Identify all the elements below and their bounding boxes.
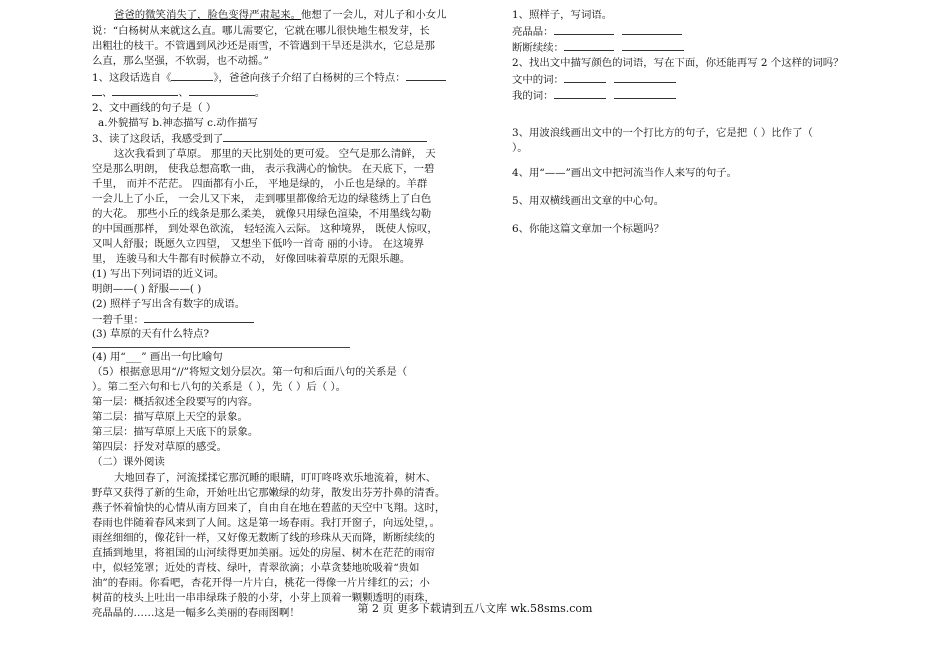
reading-line: 大地回春了，河流揉揉它那沉睡的眼睛，叮叮咚咚欢乐地流着，树木、 bbox=[114, 472, 437, 484]
right-question-3-end: ）。 bbox=[512, 142, 528, 154]
book-title-blank[interactable] bbox=[171, 70, 213, 81]
question-3 bbox=[92, 131, 427, 145]
feature-2-blank[interactable] bbox=[112, 85, 178, 96]
layer-line: 第二层：描写草原上天空的景象。 bbox=[92, 411, 248, 423]
passage-line: 千里， 而并不茫茫。 四面都有小丘， 平地是绿的， 小丘也是绿的。羊群 bbox=[92, 178, 428, 190]
reading-line: 中，似轻笼罩；近处的青枝、绿叶，青翠欲滴；小草贪婪地吮吸着“贵如 bbox=[92, 562, 420, 574]
question-2: 2、文中画线的句子是（ ） bbox=[92, 102, 217, 114]
question-1 bbox=[92, 70, 446, 84]
layer-line: 第四层：抒发对草原的感受。 bbox=[92, 441, 228, 453]
my-word-blank[interactable] bbox=[614, 88, 676, 99]
sub-question-2: (2) 照样子写出含有数字的成语。 bbox=[92, 298, 246, 310]
period: 。 bbox=[254, 87, 266, 99]
page-footer: 第 2 页 更多下载请到五八文库 wk.58sms.com bbox=[357, 602, 593, 615]
question-1-continued bbox=[92, 85, 265, 99]
question-2-options: a.外貌描写 b.神态描写 c.动作描写 bbox=[98, 117, 258, 129]
my-words-label: 我的词： bbox=[512, 90, 554, 102]
reading-line: 直插到地里，将祖国的山河续得更加美丽。远处的房屋、树木在茫茫的雨帘 bbox=[92, 547, 435, 559]
question-1-text-b: 》，爸爸向孩子介绍了白杨树的三个特点： bbox=[213, 72, 406, 84]
word-blank[interactable] bbox=[554, 24, 614, 35]
right-question-4: 4、用“——”画出文中把河流当作人来写的句子。 bbox=[512, 167, 738, 179]
right-question-1-item bbox=[512, 24, 682, 38]
question-3-text: 3、读了这段话，我感受到了 bbox=[92, 133, 224, 145]
underlined-sentence: 爸爸的微笑消失了，脸色变得严肃起来。 bbox=[114, 9, 302, 21]
answer-line[interactable] bbox=[92, 347, 350, 348]
reading-line: 雨丝细细的，像花针一样，又好像无数断了线的珍珠从天而降，断断续续的 bbox=[92, 532, 435, 544]
my-word-blank[interactable] bbox=[554, 88, 606, 99]
feature-1-blank[interactable] bbox=[406, 70, 446, 81]
intro-first-line-rest: 他想了一会儿，对儿子和小女儿 bbox=[301, 9, 447, 21]
question-3-blank[interactable] bbox=[223, 131, 427, 142]
feature-1-blank-tail[interactable] bbox=[92, 85, 102, 96]
idiom-blank[interactable] bbox=[144, 312, 254, 323]
right-question-1-item bbox=[512, 40, 684, 54]
right-question-6: 6、你能这篇文章加一个标题吗？ bbox=[512, 223, 665, 235]
reading-line: 亮晶晶的……这是一幅多么美丽的春雨图啊！ bbox=[92, 607, 300, 619]
layer-line: 第三层：描写草原上天底下的景象。 bbox=[92, 426, 259, 438]
sub-question-4: (4) 用“___” 画出一句比喻句 bbox=[92, 351, 223, 363]
passage-line: 里， 连骏马和大牛都有时候静立不动， 好像回味着草原的无限乐趣。 bbox=[92, 253, 411, 265]
word-blank[interactable] bbox=[622, 24, 682, 35]
color-word-blank[interactable] bbox=[614, 72, 676, 83]
passage-line: 的中国画那样， 到处翠色欲流， 轻轻流入云际。 这种境界， 既使人惊叹， bbox=[92, 223, 438, 235]
sub-question-5-line: （5）根据意思用“//”将短文划分层次。第一句和后面八句的关系是（ bbox=[92, 366, 408, 378]
right-question-2: 2、找出文中描写颜色的词语，写在下面，你还能再写 2 个这样的词吗？ bbox=[512, 57, 844, 69]
reading-line: 燕子怀着愉快的心情从南方回来了，自由自在地在碧蓝的天空中飞翔。这时， bbox=[92, 502, 446, 514]
passage-line: 空是那么明朗， 使我总想高歌一曲， 表示我满心的愉快。 在天底下，一碧 bbox=[92, 163, 435, 175]
right-question-2-item bbox=[512, 88, 676, 102]
right-question-2-item bbox=[512, 72, 676, 86]
right-question-3: 3、用波浪线画出文中的一个打比方的句子，它是把（ ）比作了（ bbox=[512, 127, 813, 139]
reading-line: 树苗的枝头上吐出一串串绿珠子般的小芽，小芽上顶着一颗颗透明的雨珠， bbox=[92, 592, 435, 604]
word-example-b: 断断续续： bbox=[512, 42, 564, 54]
color-word-blank[interactable] bbox=[564, 72, 606, 83]
section-heading: （二）课外阅读 bbox=[92, 456, 165, 468]
layer-line: 第一层：概括叙述全段要写的内容。 bbox=[92, 396, 259, 408]
right-question-1: 1、照样子，写词语。 bbox=[512, 9, 613, 21]
sub-question-3: (3) 草原的天有什么特点? bbox=[92, 328, 210, 340]
sub-question-2-example bbox=[92, 312, 254, 326]
intro-line: 么直，那么坚强，不软弱，也不动摇。” bbox=[92, 55, 269, 67]
sub-question-1-items: 明朗——( ) 舒服——( ) bbox=[92, 283, 202, 295]
sub-question-5-line: ）。第二至六句和七八句的关系是（ ），先（ ）后（ ）。 bbox=[92, 381, 347, 393]
word-blank[interactable] bbox=[622, 40, 684, 51]
comma: 、 bbox=[102, 87, 113, 99]
example-idiom: 一碧千里： bbox=[92, 314, 144, 326]
text-words-label: 文中的词： bbox=[512, 74, 564, 86]
feature-3-blank[interactable] bbox=[189, 85, 255, 96]
reading-line: 野草又获得了新的生命，开始吐出它那嫩绿的幼芽，散发出芬芳扑鼻的清香。 bbox=[92, 487, 446, 499]
right-question-5: 5、用双横线画出文章的中心句。 bbox=[512, 195, 665, 207]
passage-line: 又叫人舒服；既愿久立四望， 又想坐下低吟一首奇 丽的小诗。 在这境界 bbox=[92, 238, 425, 250]
word-blank[interactable] bbox=[564, 40, 614, 51]
passage-line: 的大花。 那些小丘的线条是那么柔美， 就像只用绿色渲染，不用墨线勾勒 bbox=[92, 208, 432, 220]
intro-line: 说：“白杨树从来就这么直。哪儿需要它，它就在哪儿很快地生根发芽，长 bbox=[92, 25, 430, 37]
sub-question-1: (1) 写出下列词语的近义词。 bbox=[92, 268, 225, 280]
passage-line: 这次我看到了草原。 那里的天比别处的更可爱。 空气是那么清鲜， 天 bbox=[114, 148, 436, 160]
reading-line: 油”的春雨。你看吧，杏花开得一片片白，桃花一得像一片片绯红的云；小 bbox=[92, 577, 430, 589]
intro-first-line bbox=[114, 8, 447, 22]
passage-line: 一会儿上了小丘， 一会儿又下来， 走到哪里都像给无边的绿毯绣上了白色 bbox=[92, 193, 432, 205]
word-example-a: 亮晶晶： bbox=[512, 26, 554, 38]
question-1-text-a: 1、这段话选自《 bbox=[92, 72, 172, 84]
intro-line: 出粗壮的枝干。不管遇到风沙还是雨雪，不管遇到干旱还是洪水，它总是那 bbox=[92, 40, 435, 52]
comma: 、 bbox=[178, 87, 189, 99]
reading-line: 春雨也伴随着春风来到了人间。这是第一场春雨。我打开窗子，向远处望，。 bbox=[92, 517, 441, 529]
